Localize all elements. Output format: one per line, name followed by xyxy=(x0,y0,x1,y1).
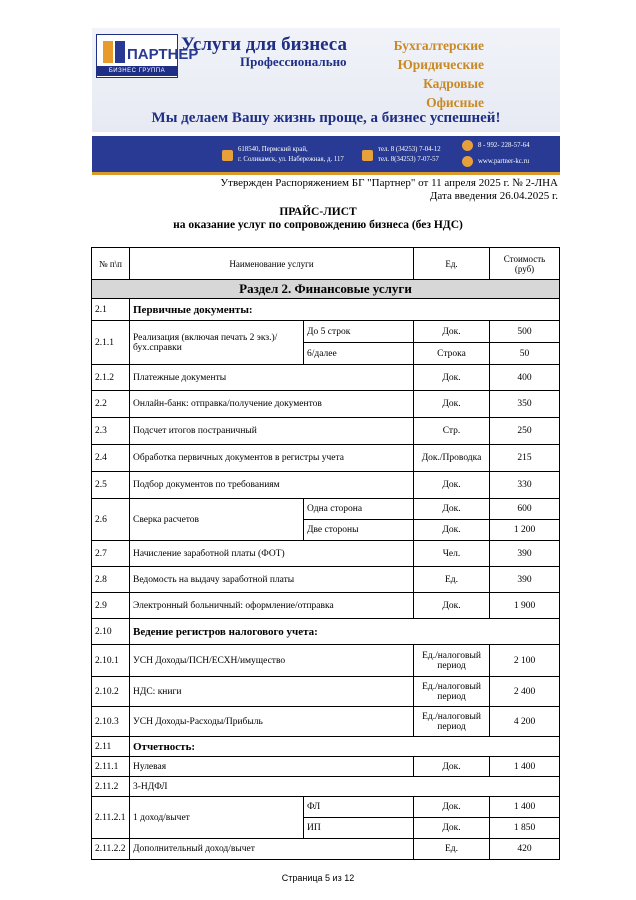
row-price: 2 100 xyxy=(490,645,560,677)
row-num: 2.10 xyxy=(92,619,130,645)
row-num: 2.7 xyxy=(92,541,130,567)
row-subvariant: ИП xyxy=(304,818,414,839)
address-line-1: 618540, Пермский край, xyxy=(238,146,308,153)
row-price: 1 400 xyxy=(490,757,560,777)
row-name: НДС: книги xyxy=(130,677,414,707)
row-num: 2.11.2.2 xyxy=(92,839,130,860)
row-unit: Док. xyxy=(414,757,490,777)
table-row xyxy=(92,445,560,472)
row-num: 2.11.2 xyxy=(92,777,130,797)
row-subvariant: До 5 строк xyxy=(304,321,414,343)
row-name: Реализация (включая печать 2 экз.)/бух.справки xyxy=(130,321,304,365)
row-num: 2.2 xyxy=(92,391,130,418)
table-row xyxy=(92,593,560,619)
row-unit: Док. xyxy=(414,365,490,391)
row-subvariant: 6/далее xyxy=(304,343,414,365)
row-num: 2.3 xyxy=(92,418,130,445)
row-name: УСН Доходы-Расходы/Прибыль xyxy=(130,707,414,737)
row-num: 2.6 xyxy=(92,499,130,541)
row-num: 2.10.1 xyxy=(92,645,130,677)
slogan: Мы делаем Вашу жизнь проще, а бизнес успешней! xyxy=(151,110,501,126)
page-number: Страница 5 из 12 xyxy=(281,873,355,883)
row-unit: Стр. xyxy=(414,418,490,445)
table-row xyxy=(92,365,560,391)
row-name: Сверка расчетов xyxy=(130,499,304,541)
row-unit: Док. xyxy=(414,499,490,520)
row-price: 1 850 xyxy=(490,818,560,839)
table-row xyxy=(92,757,560,777)
partner-logo-icon xyxy=(101,38,199,66)
header-title: Услуги для бизнеса xyxy=(181,34,347,55)
table-row xyxy=(92,299,560,321)
table-row xyxy=(92,541,560,567)
approval-note xyxy=(220,177,558,203)
service-legal: Юридические xyxy=(397,57,484,72)
table-row xyxy=(92,391,560,418)
row-price: 215 xyxy=(490,445,560,472)
row-name: Нулевая xyxy=(130,757,414,777)
table-row xyxy=(92,645,560,677)
row-num: 2.9 xyxy=(92,593,130,619)
phone-icon xyxy=(362,150,373,161)
row-price: 330 xyxy=(490,472,560,499)
table-row xyxy=(92,619,560,645)
website-link[interactable]: www.partner-kc.ru xyxy=(478,158,530,165)
table-row xyxy=(92,567,560,593)
table-row xyxy=(92,321,560,343)
row-name: Начисление заработной платы (ФОТ) xyxy=(130,541,414,567)
row-name: Электронный больничный: оформление/отправка xyxy=(130,593,414,619)
row-unit: Док. xyxy=(414,593,490,619)
row-num: 2.1.1 xyxy=(92,321,130,365)
row-price: 350 xyxy=(490,391,560,418)
row-unit: Ед./налоговый период xyxy=(414,677,490,707)
mobile-phone: 8 - 992- 228-57-64 xyxy=(478,142,530,149)
row-num: 2.11.1 xyxy=(92,757,130,777)
table-row xyxy=(92,472,560,499)
col-header-unit: Ед. xyxy=(414,248,490,280)
table-row xyxy=(92,797,560,818)
header-subtitle: Профессионально xyxy=(240,54,347,69)
row-price: 1 900 xyxy=(490,593,560,619)
address-line-2: г. Соликамск, ул. Набережная, д. 117 xyxy=(238,156,344,163)
row-unit: Док. xyxy=(414,472,490,499)
table-header-row xyxy=(92,248,560,280)
row-price: 390 xyxy=(490,567,560,593)
row-name: Ведомость на выдачу заработной платы xyxy=(130,567,414,593)
document-title: ПРАЙС-ЛИСТ xyxy=(279,206,357,218)
row-price: 4 200 xyxy=(490,707,560,737)
effective-date: Дата введения 26.04.2025 г. xyxy=(429,190,558,202)
row-price: 420 xyxy=(490,839,560,860)
table-row xyxy=(92,418,560,445)
row-unit: Чел. xyxy=(414,541,490,567)
contact-band xyxy=(92,136,560,172)
row-unit: Док. xyxy=(414,391,490,418)
row-unit: Ед. xyxy=(414,839,490,860)
row-num: 2.11 xyxy=(92,737,130,757)
row-price: 50 xyxy=(490,343,560,365)
row-unit: Ед. xyxy=(414,567,490,593)
row-name: 1 доход/вычет xyxy=(130,797,304,839)
row-num: 2.1.2 xyxy=(92,365,130,391)
service-accounting: Бухгалтерские xyxy=(393,38,484,53)
phone-1: тел. 8 (34253) 7-04-12 xyxy=(378,146,441,153)
row-num: 2.11.2.1 xyxy=(92,797,130,839)
row-name: Онлайн-банк: отправка/получение документов xyxy=(130,391,414,418)
row-subvariant: Две стороны xyxy=(304,520,414,541)
row-price: 500 xyxy=(490,321,560,343)
row-name: Платежные документы xyxy=(130,365,414,391)
table-row xyxy=(92,499,560,520)
row-price: 600 xyxy=(490,499,560,520)
company-logo xyxy=(96,34,199,78)
section-row xyxy=(92,280,560,299)
row-unit: Строка xyxy=(414,343,490,365)
table-row xyxy=(92,677,560,707)
row-group-title: Отчетность: xyxy=(130,737,560,757)
row-price: 1 400 xyxy=(490,797,560,818)
row-unit: Ед./налоговый период xyxy=(414,645,490,677)
row-price: 1 200 xyxy=(490,520,560,541)
row-subvariant: ФЛ xyxy=(304,797,414,818)
col-header-num: № п\п xyxy=(92,248,130,280)
document-title-block xyxy=(0,206,636,232)
row-name: Обработка первичных документов в регистры учета xyxy=(130,445,414,472)
globe-icon xyxy=(462,156,473,167)
row-name: Дополнительный доход/вычет xyxy=(130,839,414,860)
logo-subtitle: БИЗНЕС ГРУППА xyxy=(97,66,177,76)
col-header-name: Наименование услуги xyxy=(130,248,414,280)
row-price: 400 xyxy=(490,365,560,391)
mobile-icon xyxy=(462,140,473,151)
row-group-title: 3-НДФЛ xyxy=(130,777,560,797)
row-num: 2.5 xyxy=(92,472,130,499)
approval-line: Утвержден Распоряжением БГ "Партнер" от 11 апреля 2025 г. № 2-ЛНА xyxy=(220,177,558,189)
row-num: 2.10.3 xyxy=(92,707,130,737)
row-num: 2.1 xyxy=(92,299,130,321)
phone-2: тел. 8(34253) 7-07-57 xyxy=(378,156,439,163)
table-row xyxy=(92,777,560,797)
svg-text:ПАРТНЕР: ПАРТНЕР xyxy=(127,46,199,63)
home-icon xyxy=(222,150,233,161)
row-name: УСН Доходы/ПСН/ЕСХН/имущество xyxy=(130,645,414,677)
table-row xyxy=(92,707,560,737)
row-name: Подбор документов по требованиям xyxy=(130,472,414,499)
service-hr: Кадровые xyxy=(423,76,484,91)
row-num: 2.10.2 xyxy=(92,677,130,707)
document-subtitle: на оказание услуг по сопровождению бизнеса (без НДС) xyxy=(173,219,463,231)
row-num: 2.4 xyxy=(92,445,130,472)
table-row xyxy=(92,839,560,860)
services-list xyxy=(380,36,484,112)
col-header-price: Стоимость (руб) xyxy=(490,248,560,280)
section-title: Раздел 2. Финансовые услуги xyxy=(92,280,560,299)
row-group-title: Первичные документы: xyxy=(130,299,560,321)
row-num: 2.8 xyxy=(92,567,130,593)
row-price: 390 xyxy=(490,541,560,567)
row-group-title: Ведение регистров налогового учета: xyxy=(130,619,560,645)
row-unit: Док. xyxy=(414,797,490,818)
service-office: Офисные xyxy=(426,95,484,110)
row-price: 250 xyxy=(490,418,560,445)
row-unit: Док. xyxy=(414,818,490,839)
row-subvariant: Одна сторона xyxy=(304,499,414,520)
row-unit: Док./Проводка xyxy=(414,445,490,472)
row-price: 2 400 xyxy=(490,677,560,707)
band-accent-line xyxy=(92,172,560,175)
row-unit: Ед./налоговый период xyxy=(414,707,490,737)
row-unit: Док. xyxy=(414,321,490,343)
row-unit: Док. xyxy=(414,520,490,541)
price-table xyxy=(91,247,560,860)
row-name: Подсчет итогов постраничный xyxy=(130,418,414,445)
table-row xyxy=(92,737,560,757)
